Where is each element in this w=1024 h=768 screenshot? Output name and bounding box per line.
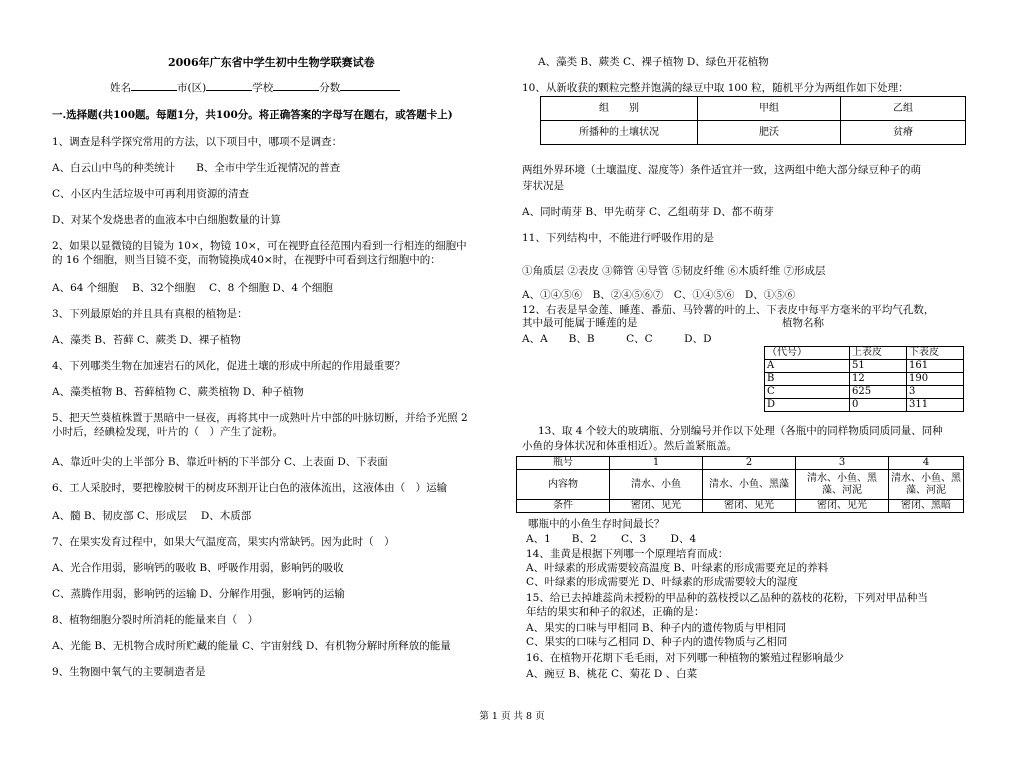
- question-line: 7、在果实发育过程中，如果大气温度高，果实内常缺钙。因为此时（ ）: [52, 536, 395, 548]
- q12-table: [764, 346, 964, 412]
- q12-cell: 12: [850, 373, 907, 386]
- q12-header-lower: 下表皮: [907, 347, 964, 360]
- q10-text-1: 两组外界环境（土壤温度、湿度等）条件适宜并一致，这两组中绝大部分绿豆种子的萌: [522, 164, 921, 176]
- q10-header-group: 组 别: [541, 97, 698, 121]
- q12-header-code: （代号）: [765, 347, 850, 360]
- name-field[interactable]: [131, 90, 177, 91]
- question-line: 14、韭黄是根据下列哪一个原理培育而成：: [526, 548, 729, 560]
- city-field[interactable]: [206, 90, 252, 91]
- q12-cell: D: [765, 399, 850, 412]
- q12-table-caption: 植物名称: [782, 317, 824, 329]
- question-line: 哪瓶中的小鱼生存时间最长？: [528, 518, 665, 530]
- q12-cell: 311: [907, 399, 964, 412]
- q13-header: 瓶号: [517, 457, 610, 470]
- score-field[interactable]: [340, 90, 400, 91]
- question-line: A、1 B、2 C、3 D、4: [526, 533, 697, 545]
- q12-cell: B: [765, 373, 850, 386]
- q10-header-a: 甲组: [698, 97, 841, 121]
- name-label: 姓名: [110, 82, 131, 94]
- q13-table: [516, 456, 964, 513]
- question-line: A、叶绿素的形成需要较高温度 B、叶绿素的形成需要充足的养料: [526, 562, 829, 574]
- q13-cell: 密闭、黑暗: [889, 500, 964, 513]
- q12-cell: 161: [907, 360, 964, 373]
- question-line: 小时后，经碘检发现，叶片的（ ）产生了淀粉。: [52, 426, 283, 438]
- question-line: A、靠近叶尖的上半部分 B、靠近叶柄的下半部分 C、上表面 D、下表面: [52, 456, 388, 468]
- question-line: 2、如果以显微镜的目镜为 10×，物镜 10×，可在视野直径范围内看到一行相连的细胞中: [52, 240, 467, 252]
- city-label: 市(区): [177, 82, 207, 94]
- question-line: 4、下列哪类生物在加速岩石的风化，促进土壤的形成中所起的作用最重要？: [52, 360, 406, 372]
- q12-options: A、A B、B C、C D、D: [522, 333, 712, 345]
- q13-cell: 密闭、见光: [610, 500, 703, 513]
- question-line: A、白云山中鸟的种类统计 B、全市中学生近视情况的普查: [52, 162, 341, 174]
- question-line: C、小区内生活垃圾中可再利用资源的清查: [52, 188, 250, 200]
- q13-header: 4: [889, 457, 964, 470]
- question-line: A、光能 B、无机物合成时所贮藏的能量 C、宇宙射线 D、有机物分解时所释放的能量: [52, 640, 451, 652]
- q13-header: 3: [796, 457, 889, 470]
- q11-stem: 11、下列结构中，不能进行呼吸作用的是: [522, 232, 714, 244]
- question-line: C、果实的口味与乙相同 D、种子内的遗传物质与乙相同: [526, 636, 788, 648]
- q10-row-label: 所播种的土壤状况: [541, 121, 698, 145]
- question-line: 3、下列最原始的并且具有真根的植物是：: [52, 308, 248, 320]
- question-line: 5、把天竺葵植株置于黑暗中一昼夜，再将其中一成熟叶片中部的叶脉切断，并给予光照 2: [52, 412, 468, 424]
- section-header: 一.选择题(共100题。每题1分，共100分。将正确答案的字母写在题右，或答题卡上): [52, 109, 453, 121]
- q12-stem-1: 12、右表是旱金莲、睡莲、番茄、马铃薯的叶的上、下表皮中每平方毫米的平均气孔数，: [522, 304, 935, 316]
- q13-stem-1: 13、取 4 个较大的玻璃瓶、分别编号并作以下处理（各瓶中的同样物质同质同量、同种: [538, 425, 943, 437]
- score-label: 分数: [319, 82, 341, 94]
- q13-stem-2: 小鱼的身体状况和体重相近）。然后盖紧瓶盖。: [522, 440, 738, 452]
- q12-cell: 51: [850, 360, 907, 373]
- question-line: C、蒸腾作用弱，影响钙的运输 D、分解作用强，影响钙的运输: [52, 588, 345, 600]
- q10-text-2: 芽状况是: [522, 180, 564, 192]
- q10-row-b: 贫瘠: [841, 121, 966, 145]
- q12-cell: 190: [907, 373, 964, 386]
- question-line: 16、在植物开花期下毛毛雨，对下列哪一种植物的繁殖过程影响最少: [526, 652, 844, 664]
- q13-cell: 条件: [517, 500, 610, 513]
- question-line: 年结的果实和种子的叙述，正确的是：: [526, 606, 705, 618]
- q13-cell: 内容物: [517, 470, 610, 500]
- q12-cell: 625: [850, 386, 907, 399]
- q12-cell: 3: [907, 386, 964, 399]
- q12-cell: 0: [850, 399, 907, 412]
- question-line: A、豌豆 B、桃花 C、菊花 D 、白菜: [526, 668, 698, 680]
- page-title: 2006年广东省中学生初中生物学联赛试卷: [168, 56, 375, 69]
- question-line: A、髓 B、韧皮部 C、形成层 D、木质部: [52, 510, 252, 522]
- q13-cell: 清水、小鱼: [610, 470, 703, 500]
- q12-cell: A: [765, 360, 850, 373]
- q9-options: A、藻类 B、蕨类 C、裸子植物 D、绿色开花植物: [538, 56, 769, 68]
- school-field[interactable]: [273, 90, 319, 91]
- q12-cell: C: [765, 386, 850, 399]
- question-line: A、64 个细胞 B、32个细胞 C、8 个细胞 D、4 个细胞: [52, 282, 333, 294]
- q13-header: 2: [703, 457, 796, 470]
- question-line: 9、生物圈中氧气的主要制造者是: [52, 666, 206, 678]
- question-line: A、光合作用弱，影响钙的吸收 B、呼吸作用弱，影响钙的吸收: [52, 562, 344, 574]
- question-line: A、藻类 B、苔藓 C、蕨类 D、裸子植物: [52, 334, 241, 346]
- question-line: C、叶绿素的形成需要光 D、叶绿素的形成需要较大的湿度: [526, 576, 798, 588]
- q13-cell: 清水、小鱼、黑藻: [703, 470, 796, 500]
- question-line: D、对某个发烧患者的血液本中白细胞数量的计算: [52, 214, 281, 226]
- q10-options: A、同时萌芽 B、甲先萌芽 C、乙组萌芽 D、都不萌芽: [522, 206, 774, 218]
- question-line: 8、植物细胞分裂时所消耗的能量来自（ ）: [52, 614, 259, 626]
- info-line: [110, 82, 400, 95]
- q12-header-upper: 上表皮: [850, 347, 907, 360]
- question-line: A、藻类植物 B、苔藓植物 C、蕨类植物 D、种子植物: [52, 386, 304, 398]
- question-line: 的 16 个细胞，则当目镜不变，而物镜换成40×时，在视野中可看到这行细胞中的：: [52, 254, 441, 266]
- question-line: 1、调查是科学探究常用的方法，以下项目中，哪项不是调查：: [52, 136, 343, 148]
- q13-cell: 清水、小鱼、黑藻、河泥: [796, 470, 889, 500]
- q10-stem: 10、从新收获的颗粒完整并饱满的绿豆中取 100 粒，随机平分为两组作如下处理：: [522, 82, 909, 94]
- q13-cell: 密闭、见光: [703, 500, 796, 513]
- question-line: 15、给已去掉雄蕊尚未授粉的甲品种的荔枝授以乙品种的荔枝的花粉，下列对甲品种当: [526, 592, 928, 604]
- q13-header: 1: [610, 457, 703, 470]
- q12-stem-2: 其中最可能属于睡莲的是: [522, 317, 638, 329]
- page-footer: 第 1 页 共 8 页: [479, 711, 545, 722]
- q10-header-b: 乙组: [841, 97, 966, 121]
- q10-row-a: 肥沃: [698, 121, 841, 145]
- school-label: 学校: [252, 82, 274, 94]
- question-line: A、果实的口味与甲相同 B、种子内的遗传物质与甲相同: [526, 622, 787, 634]
- q13-cell: 密闭、见光: [796, 500, 889, 513]
- q13-cell: 清水、小鱼、黑藻、河泥: [889, 470, 964, 500]
- q11-items: ①角质层 ②表皮 ③筛管 ④导管 ⑤韧皮纤维 ⑥木质纤维 ⑦形成层: [522, 265, 826, 277]
- q10-table: [540, 96, 966, 145]
- q11-options: A、①④⑤⑥ B、②④⑤⑥⑦ C、①④⑤⑥ D、①⑤⑥: [522, 289, 796, 301]
- question-line: 6、工人采胶时，要把橡胶树干的树皮环割开让白色的液体流出，这液体由（ ）运输: [52, 482, 448, 494]
